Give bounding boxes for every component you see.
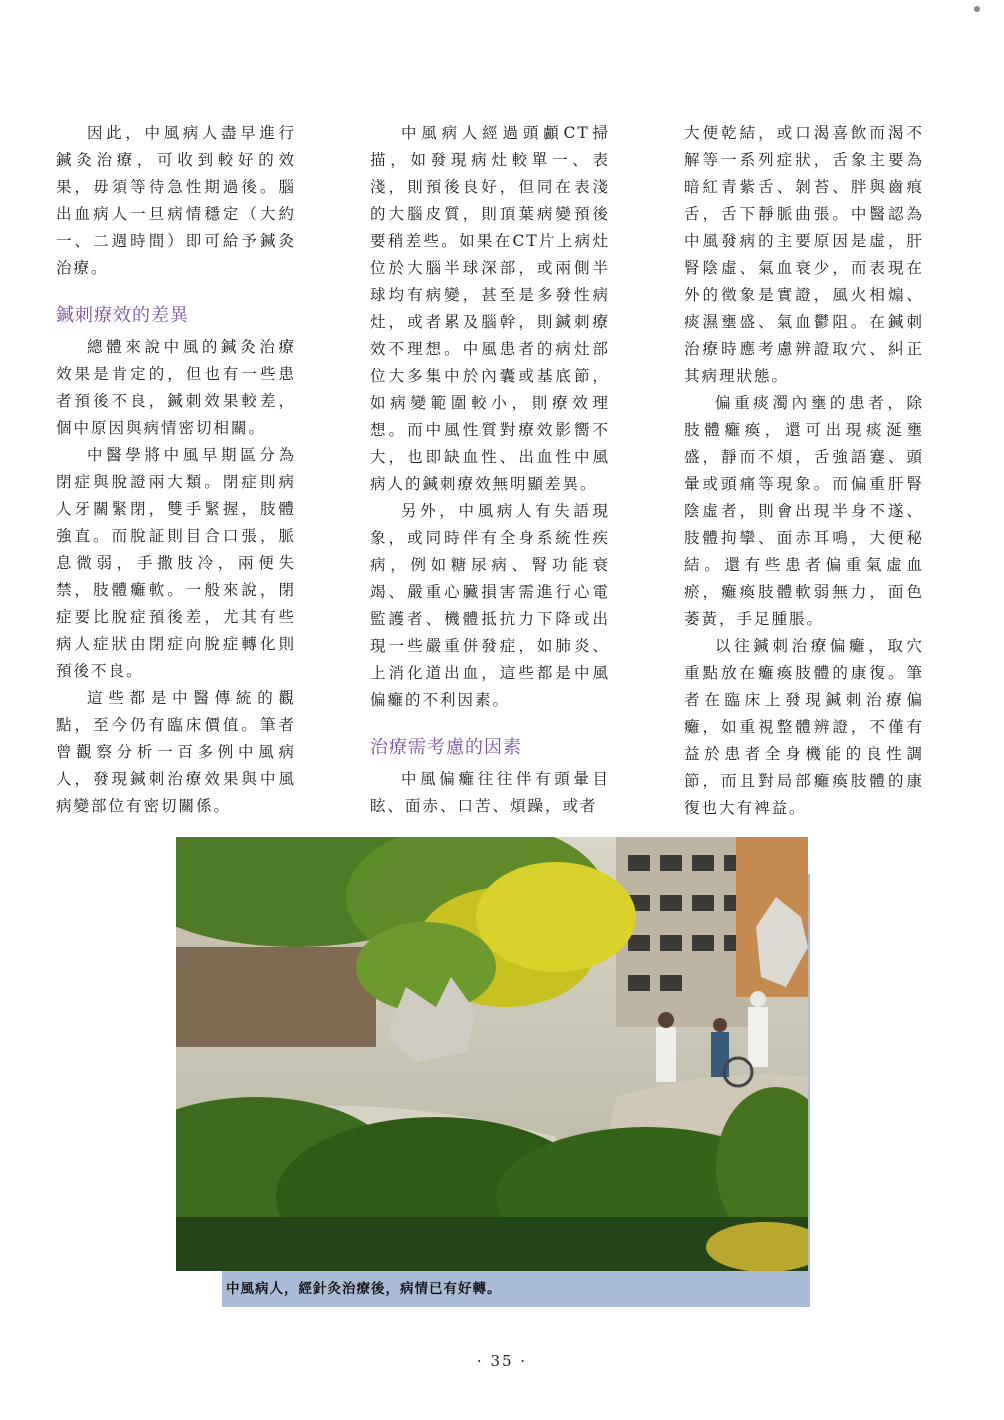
paragraph: 總體來說中風的鍼灸治療效果是肯定的，但也有一些患者預後不良，鍼刺效果較差，個中原因與病情密切相關。 [56,338,296,437]
section-heading: 治療需考慮的因素 [370,737,522,758]
column-2 [370,120,610,820]
paragraph: 因此，中風病人盡早進行鍼灸治療，可收到較好的效果，毋須等待急性期過後。腦出血病人一旦病情穩定（大約一、二週時間）即可給予鍼灸治療。 [56,124,296,277]
page-number: · 35 · [476,1352,528,1370]
corner-mark [974,6,980,12]
paragraph: 中醫學將中風早期區分為閉症與脫證兩大類。閉症則病人牙關緊閉，雙手緊握，肢體強直。而脫証則目合口張，脈息微弱，手撒肢冷，兩便失禁，肢體癱軟。一般來說，閉症要比脫症預後差，尤其有些病人症狀由閉症向脫症轉化則預後不良。 [56,446,296,680]
paragraph: 偏重痰濁內壅的患者，除肢體癱瘓，還可出現痰涎壅盛，靜而不煩，舌強語蹇、頭暈或頭痛等現象。而偏重肝腎陰虛者，則會出現半身不遂、肢體拘攣、面赤耳鳴，大便秘結。還有些患者偏重氣虛血瘀，癱瘓肢體軟弱無力，面色萎黃，手足腫脹。 [684,394,924,628]
garden-photo-illustration [176,837,808,1271]
paragraph: 這些都是中醫傳統的觀點，至今仍有臨床價值。筆者曾觀察分析一百多例中風病人，發現鍼刺治療效果與中風病變部位有密切關係。 [56,689,296,815]
paragraph: 以往鍼刺治療偏癱，取穴重點放在癱瘓肢體的康復。筆者在臨床上發現鍼刺治療偏癱，如重視整體辨證，不僅有益於患者全身機能的良性調節，而且對局部癱瘓肢體的康復也大有裨益。 [684,637,924,817]
column-3 [684,120,924,822]
paragraph: 中風病人經過頭顱CT掃描，如發現病灶較單一、表淺，則預後良好，但同在表淺的大腦皮質，則頂葉病變預後要稍差些。如果在CT片上病灶位於大腦半球深部，或兩側半球均有病變，甚至是多發性病灶，或者累及腦幹，則鍼刺療效不理想。中風患者的病灶部位大多集中於內囊或基底節，如病變範圍較小，則療效理想。而中風性質對療效影嚮不大，也即缺血性、出血性中風病人的鍼刺療效無明顯差異。 [370,124,610,493]
column-1 [56,120,296,820]
garden-photo [176,837,808,1271]
paragraph: 大便乾結，或口渴喜飲而渴不解等一系列症狀，舌象主要為暗紅青紫舌、剝苔、胖與齒痕舌，舌下靜脈曲張。中醫認為中風發病的主要原因是虛，肝腎陰虛、氣血衰少，而表現在外的徵象是實證，風火相煽、痰濕壅盛、氣血鬱阻。在鍼刺治療時應考慮辨證取穴、糾正其病理狀態。 [684,124,924,385]
photo-caption: 中風病人，經針灸治療後，病情已有好轉。 [226,1281,502,1297]
section-heading: 鍼刺療效的差異 [56,305,189,326]
paragraph: 中風偏癱往往伴有頭暈目眩、面赤、口苦、煩躁，或者 [370,770,610,815]
paragraph: 另外，中風病人有失語現象，或同時伴有全身系統性疾病，例如糖尿病、腎功能衰竭、嚴重心臟損害需進行心電監護者、機體抵抗力下降或出現一些嚴重併發症，如肺炎、上消化道出血，這些都是中風偏癱的不利因素。 [370,502,610,709]
